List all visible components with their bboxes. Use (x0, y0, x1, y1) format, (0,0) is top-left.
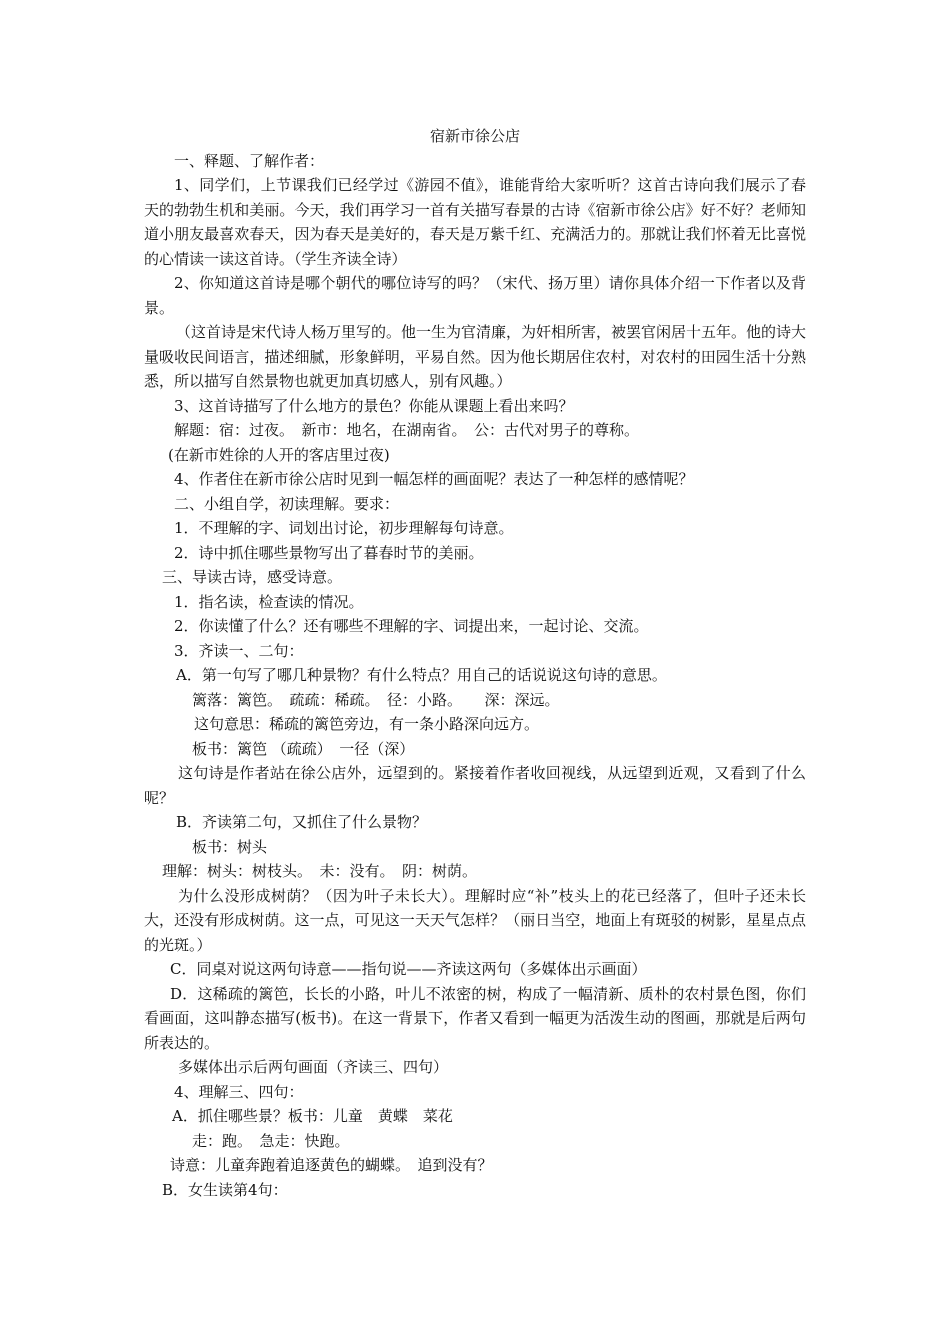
paragraph: 2．你读懂了什么？还有哪些不理解的字、词提出来，一起讨论、交流。 (174, 617, 649, 635)
document-body (144, 124, 806, 1202)
paragraph: 3．齐读一、二句： (174, 641, 304, 660)
paragraph: D．这稀疏的篱笆，长长的小路，叶儿不浓密的树，构成了一幅清新、质朴的农村景色图，你们看画面，这叫静态描写(板书)。在这一背景下，作者又看到一幅更为活泼生动的图画，那就是后两句所表达的。 (144, 984, 806, 1052)
paragraph: 1．指名读，检查读的情况。 (174, 592, 364, 611)
paragraph: 为什么没形成树荫？（因为叶子未长大）。理解时应“补”枝头上的花已经落了，但叶子还未长大，还没有形成树荫。这一点，可见这一天天气怎样？（丽日当空，地面上有斑驳的树影，星星点点的光斑。） (144, 886, 806, 954)
paragraph: 多媒体出示后两句画面（齐读三、四句） (178, 1058, 449, 1076)
paragraph: 2、你知道这首诗是哪个朝代的哪位诗写的吗？（宋代、扬万里）请你具体介绍一下作者以及背景。 (144, 274, 806, 317)
paragraph: 3、这首诗描写了什么地方的景色？你能从课题上看出来吗？ (174, 396, 574, 415)
paragraph: A．抓住哪些景？板书：儿童 黄蝶 菜花 (172, 1107, 453, 1125)
paragraph: 4、作者住在新市徐公店时见到一幅怎样的画面呢？表达了一种怎样的感情呢？ (174, 470, 694, 488)
paragraph: 走：跑。 急走：快跑。 (192, 1131, 350, 1150)
paragraph: 板书：树头 (192, 837, 268, 856)
paragraph: 2．诗中抓住哪些景物写出了暮春时节的美丽。 (174, 543, 484, 562)
paragraph: （这首诗是宋代诗人杨万里写的。他一生为官清廉，为奸相所害，被罢官闲居十五年。他的诗大量吸收民间语言，描述细腻，形象鲜明，平易自然。因为他长期居住农村，对农村的田园生活十分熟悉，所以描写自然景物也就更加真切感人，别有风趣。） (144, 323, 807, 390)
paragraph: 4、理解三、四句： (174, 1082, 304, 1101)
paragraph: C．同桌对说这两句诗意——指句说——齐读这两句（多媒体出示画面） (170, 960, 647, 978)
paragraph: B．齐读第二句，又抓住了什么景物？ (176, 813, 428, 831)
paragraph: 这句诗是作者站在徐公店外，远望到的。紧接着作者收回视线，从远望到近观，又看到了什么呢？ (144, 764, 806, 807)
paragraph: 一、释题、了解作者： (174, 151, 325, 170)
document-title: 宿新市徐公店 (429, 127, 520, 145)
paragraph: B．女生读第4句： (162, 1180, 288, 1199)
paragraph: 三、导读古诗，感受诗意。 (162, 568, 343, 586)
paragraph: 板书：篱笆 （疏疏） 一径（深） (192, 739, 415, 758)
paragraph: (在新市姓徐的人开的客店里过夜) (168, 445, 390, 464)
paragraph: 解题：宿：过夜。 新市：地名，在湖南省。 公：古代对男子的尊称。 (174, 421, 640, 439)
paragraph: 二、小组自学，初读理解。要求： (174, 494, 400, 513)
paragraph: 篱落：篱笆。 疏疏：稀疏。 径：小路。 深：深远。 (192, 690, 560, 709)
paragraph: 1．不理解的字、词划出讨论，初步理解每句诗意。 (174, 519, 514, 537)
paragraph: 诗意：儿童奔跑着追逐黄色的蝴蝶。 追到没有？ (170, 1156, 493, 1174)
paragraph: 这句意思：稀疏的篱笆旁边，有一条小路深向远方。 (194, 715, 540, 733)
paragraph: 1、同学们，上节课我们已经学过《游园不值》，谁能背给大家听听？这首古诗向我们展示了春天的勃勃生机和美丽。今天，我们再学习一首有关描写春景的古诗《宿新市徐公店》好不好？老师知道小朋友最喜欢春天，因为春天是美好的，春天是万紫千红、充满活力的。那就让我们怀着无比喜悦的心情读一读这首诗。（学生齐读全诗） (144, 176, 806, 268)
paragraph-list (144, 149, 806, 1203)
paragraph: 理解：树头：树枝头。 未：没有。 阴：树荫。 (162, 862, 478, 880)
paragraph: A．第一句写了哪几种景物？有什么特点？用自己的话说说这句诗的意思。 (176, 666, 667, 684)
